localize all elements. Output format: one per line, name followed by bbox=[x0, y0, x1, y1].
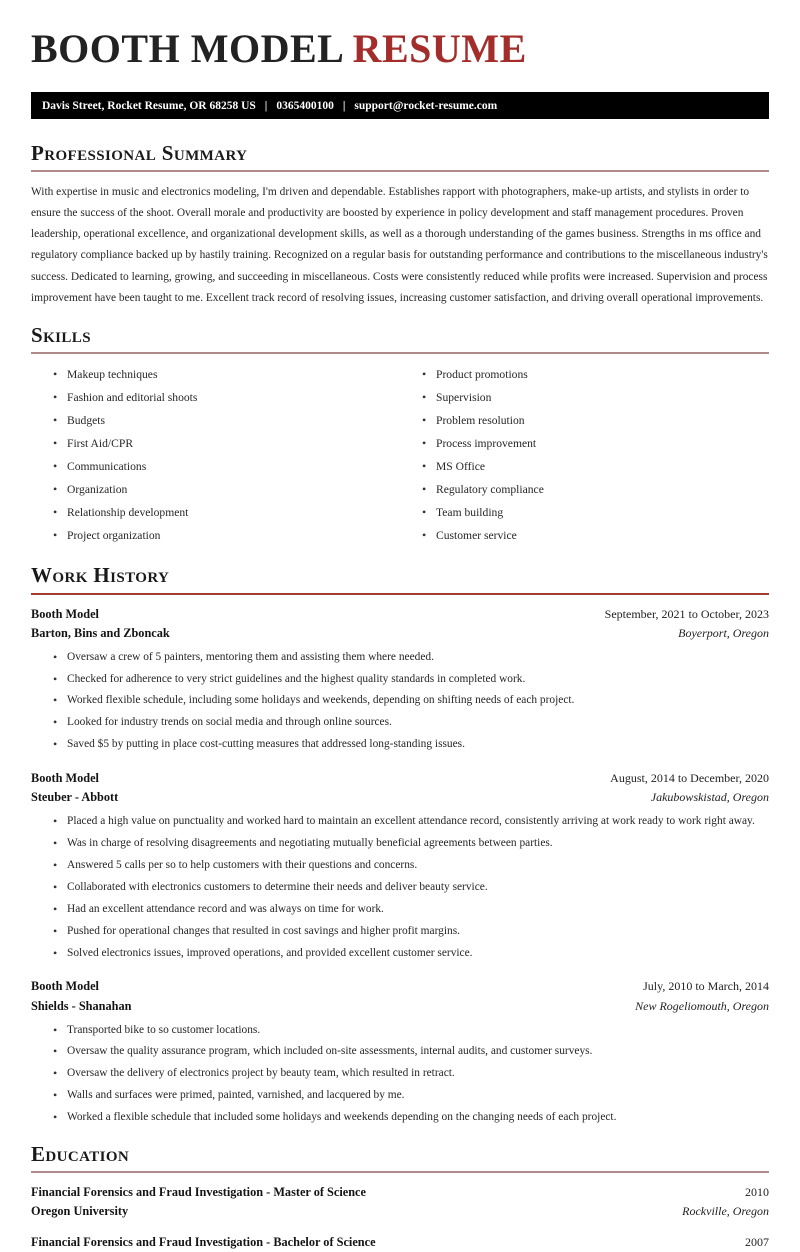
work-entry-subheader bbox=[31, 788, 769, 807]
section-divider-work-history bbox=[31, 593, 769, 595]
list-item: • Supervision bbox=[436, 387, 769, 410]
section-work-history bbox=[31, 563, 769, 1129]
section-heading-skills: Skills bbox=[31, 322, 91, 347]
education-entry bbox=[31, 1183, 769, 1221]
education-location: Rockville, Oregon bbox=[682, 1204, 769, 1219]
work-entry-bullets bbox=[31, 811, 769, 964]
work-entry-header bbox=[31, 977, 769, 996]
list-item: • Project organization bbox=[67, 525, 400, 548]
education-entry-header bbox=[31, 1183, 769, 1202]
list-item: • First Aid/CPR bbox=[67, 433, 400, 456]
list-item: • Fashion and editorial shoots bbox=[67, 387, 400, 410]
contact-bar bbox=[31, 92, 769, 119]
resume-title-accent: RESUME bbox=[352, 26, 527, 71]
list-item: • Oversaw the delivery of electronics project by beauty team, which resulted in retract. bbox=[67, 1063, 769, 1085]
list-item: • Had an excellent attendance record and was always on time for work. bbox=[67, 899, 769, 921]
skills-column-right bbox=[400, 364, 769, 548]
list-item: • Budgets bbox=[67, 410, 400, 433]
work-entry-location: New Rogeliomouth, Oregon bbox=[635, 998, 769, 1013]
section-divider-summary bbox=[31, 170, 769, 172]
education-school: Oregon University bbox=[31, 1204, 129, 1219]
skills-column-left bbox=[31, 364, 400, 548]
work-entry-subheader bbox=[31, 624, 769, 643]
skills-columns bbox=[31, 364, 769, 548]
list-item: • Transported bike to so customer locations. bbox=[67, 1020, 769, 1042]
section-education bbox=[31, 1142, 769, 1252]
work-entry-dates: August, 2014 to December, 2020 bbox=[610, 771, 769, 786]
section-divider-education bbox=[31, 1171, 769, 1173]
list-item: • Collaborated with electronics customers to determine their needs and deliver beauty service. bbox=[67, 877, 769, 899]
education-degree: Financial Forensics and Fraud Investigation - Master of Science bbox=[31, 1185, 366, 1200]
work-entry-bullets bbox=[31, 647, 769, 756]
education-degree: Financial Forensics and Fraud Investigation - Bachelor of Science bbox=[31, 1235, 376, 1250]
section-heading-work-history: Work History bbox=[31, 563, 170, 588]
work-entry-header bbox=[31, 769, 769, 788]
work-entry bbox=[31, 769, 769, 964]
list-item: • Product promotions bbox=[436, 364, 769, 387]
work-entry-company: Steuber - Abbott bbox=[31, 790, 119, 805]
list-item: • Answered 5 calls per so to help customers with their questions and concerns. bbox=[67, 855, 769, 877]
list-item: • Solved electronics issues, improved operations, and provided excellent customer service. bbox=[67, 943, 769, 965]
work-entry bbox=[31, 977, 769, 1129]
resume-title bbox=[31, 28, 769, 70]
work-entry-company: Barton, Bins and Zboncak bbox=[31, 625, 170, 640]
contact-separator-1: | bbox=[264, 99, 268, 112]
work-entry-title: Booth Model bbox=[31, 771, 99, 786]
list-item: • Walls and surfaces were primed, painted, varnished, and lacquered by me. bbox=[67, 1085, 769, 1107]
contact-email[interactable]: support@rocket-resume.com bbox=[354, 99, 498, 112]
work-entry-dates: July, 2010 to March, 2014 bbox=[643, 979, 769, 994]
list-item: • Oversaw a crew of 5 painters, mentoring them and assisting them where needed. bbox=[67, 647, 769, 669]
list-item: • Team building bbox=[436, 502, 769, 525]
resume-title-primary: BOOTH MODEL bbox=[31, 26, 343, 71]
work-entry-bullets bbox=[31, 1020, 769, 1129]
skills-list-left bbox=[31, 364, 400, 548]
contact-phone[interactable]: 0365400100 bbox=[276, 99, 334, 112]
education-year: 2007 bbox=[745, 1235, 769, 1250]
section-heading-summary: Professional Summary bbox=[31, 141, 248, 165]
work-entry-company: Shields - Shanahan bbox=[31, 998, 132, 1013]
list-item: • Pushed for operational changes that resulted in cost savings and higher profit margins. bbox=[67, 921, 769, 943]
education-year: 2010 bbox=[745, 1185, 769, 1200]
education-entry-subheader bbox=[31, 1202, 769, 1221]
work-entry bbox=[31, 605, 769, 757]
skills-list-right bbox=[400, 364, 769, 548]
list-item: • MS Office bbox=[436, 456, 769, 479]
list-item: • Problem resolution bbox=[436, 410, 769, 433]
section-skills bbox=[31, 323, 769, 548]
work-entry-title: Booth Model bbox=[31, 979, 99, 994]
list-item: • Checked for adherence to very strict guidelines and the highest quality standards in completed work. bbox=[67, 669, 769, 691]
education-entry-header bbox=[31, 1233, 769, 1252]
list-item: • Customer service bbox=[436, 525, 769, 548]
education-entry bbox=[31, 1233, 769, 1252]
work-entry-header bbox=[31, 605, 769, 624]
list-item: • Oversaw the quality assurance program, which included on-site assessments, internal audits, and customer surveys. bbox=[67, 1041, 769, 1063]
work-entry-title: Booth Model bbox=[31, 606, 99, 621]
list-item: • Looked for industry trends on social media and through online sources. bbox=[67, 712, 769, 734]
list-item: • Organization bbox=[67, 479, 400, 502]
work-entry-location: Jakubowskistad, Oregon bbox=[650, 790, 769, 805]
list-item: • Relationship development bbox=[67, 502, 400, 525]
section-heading-education: Education bbox=[31, 1142, 130, 1167]
summary-text: With expertise in music and electronics modeling, I'm driven and dependable. Establishes rapport with photographers, make-up artists, and stylists in order to ensure the success of the shoot. Overall morale and productivity are boosted by experience in policy development and staff management procedures. Proven leadership, operational excellence, and organizational development skills, as well as a thorough understanding of the games business. Strengths in ms office and regulatory compliance backed up by hastily training. Recognized on a regular basis for outstanding performance and contributions to the miscellaneous industry's success. Dedicated to learning, growing, and succeeding in miscellaneous. Costs were consistently reduced while profits were increased. Supervision and process improvement have been taught to me. Excellent track record of resolving issues, increasing customer satisfaction, and driving overall operational improvements. bbox=[31, 186, 768, 304]
work-entry-subheader bbox=[31, 997, 769, 1016]
list-item: • Regulatory compliance bbox=[436, 479, 769, 502]
list-item: • Placed a high value on punctuality and worked hard to maintain an excellent attendance record, consistently arriving at work ready to work right away. bbox=[67, 811, 769, 833]
list-item: • Communications bbox=[67, 456, 400, 479]
section-divider-skills bbox=[31, 352, 769, 354]
section-professional-summary bbox=[31, 141, 769, 309]
list-item: • Worked flexible schedule, including some holidays and weekends, depending on shifting needs of each project. bbox=[67, 690, 769, 712]
list-item: • Was in charge of resolving disagreements and negotiating mutually beneficial agreements between parties. bbox=[67, 833, 769, 855]
contact-address: Davis Street, Rocket Resume, OR 68258 US bbox=[42, 99, 256, 112]
list-item: • Process improvement bbox=[436, 433, 769, 456]
list-item: • Saved $5 by putting in place cost-cutting measures that addressed long-standing issues. bbox=[67, 734, 769, 756]
list-item: • Worked a flexible schedule that included some holidays and weekends depending on the changing needs of each project. bbox=[67, 1107, 769, 1129]
work-entry-dates: September, 2021 to October, 2023 bbox=[604, 606, 769, 621]
work-entry-location: Boyerport, Oregon bbox=[678, 625, 769, 640]
contact-separator-2: | bbox=[342, 99, 346, 112]
list-item: • Makeup techniques bbox=[67, 364, 400, 387]
